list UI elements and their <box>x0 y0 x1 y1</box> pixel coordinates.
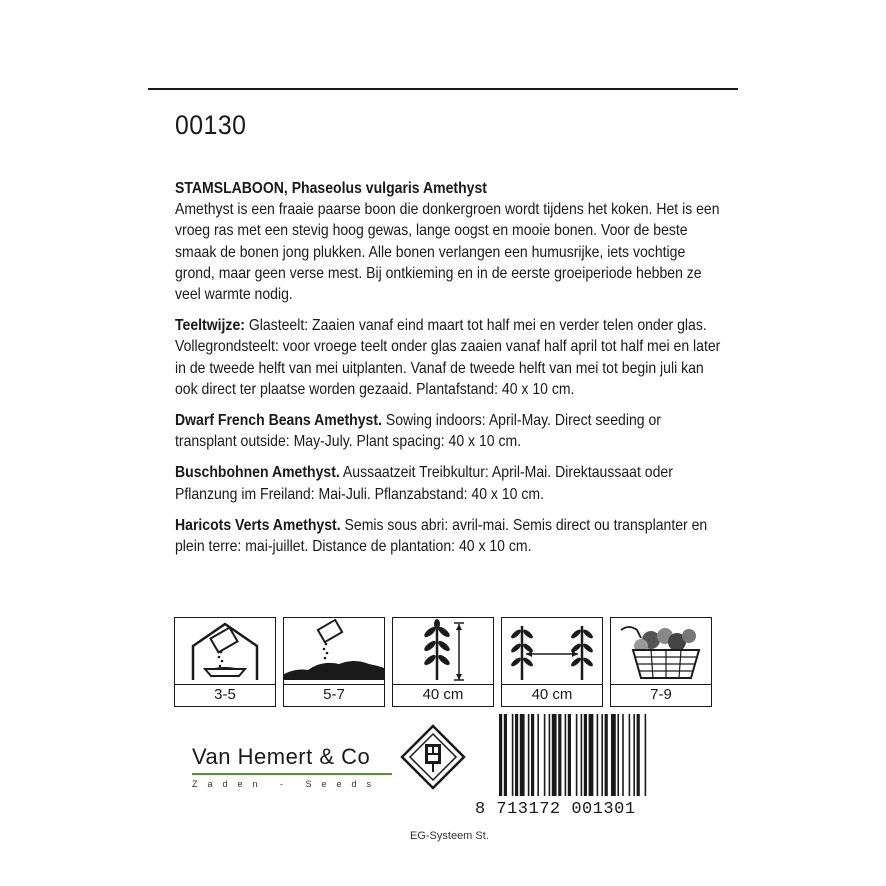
brand-name: Van Hemert & Co <box>192 744 371 769</box>
english-text: Sowing indoors: April-May. Direct seeding or transplant outside: May-July. Plant spacing: 40 x 10 cm. <box>175 412 661 451</box>
description-main <box>175 178 726 305</box>
description-cultivation <box>175 315 726 400</box>
description-french <box>175 515 726 557</box>
icon-label: 40 cm <box>531 686 573 703</box>
french-text: Semis sous abri: avril-mai. Semis direct ou transplanter en plein terre: mai-juillet. Distance de plantation: 40 x 10 cm. <box>175 516 708 556</box>
product-description: Amethyst is een fraaie paarse boon die donkergroen wordt tijdens het koken. Het is een vroeg ras met een stevig hoog gewas, lange oogst en mooie bonen. Voor de beste smaak de bonen jong plukken. Alle bonen verlangen een humusrijke, iets vochtige grond, maar geen verse mest. Bij ontkieming en in de eerste groeiperiode hebben ze veel warmte nodig. <box>175 201 720 304</box>
brand-logo <box>192 744 392 789</box>
cultivation-heading: Teeltwijze: <box>175 317 245 335</box>
article-code: 00130 <box>175 110 247 140</box>
icon-label: 3-5 <box>214 686 236 703</box>
german-heading: Buschbohnen Amethyst. <box>175 464 340 482</box>
cultivation-text: Glasteelt: Zaaien vanaf eind maart tot half mei en verder telen onder glas. Vollegrondsteelt: voor vroege teelt onder glas zaaien vanaf half april tot half mei en later in de tweede helft van mei uitplanten. Vanaf de tweede helft van mei tot begin juli kan ook direct ter plaatse worden gezaaid. Plantafstand: 40 x 10 cm. <box>175 317 721 398</box>
brand-subtitle: Zaden - Seeds <box>192 779 382 789</box>
certification-text: EG-Systeem St. <box>410 830 489 842</box>
description-block <box>175 178 735 567</box>
english-heading: Dwarf French Beans Amethyst. <box>175 412 382 430</box>
indoor-sowing-icon <box>175 618 275 683</box>
icon-label: 40 cm <box>422 686 464 703</box>
french-heading: Haricots Verts Amethyst. <box>175 516 341 534</box>
certification-seal-icon <box>400 724 466 790</box>
german-text: Aussaatzeit Treibkultur: April-Mai. Direktaussaat oder Pflanzung im Freiland: Mai-Juli. Pflanzabstand: 40 x 10 cm. <box>175 464 673 503</box>
icon-box-indoor-sowing <box>174 617 276 707</box>
top-rule <box>148 88 738 90</box>
product-title: STAMSLABOON, Phaseolus vulgaris Amethyst <box>175 180 487 197</box>
icon-box-plant-height <box>392 617 494 707</box>
plant-height-icon <box>393 618 493 683</box>
icon-box-plant-spacing <box>501 617 603 707</box>
barcode-number: 8 713172 001301 <box>475 800 636 819</box>
icon-label: 5-7 <box>323 686 345 703</box>
description-english <box>175 410 726 452</box>
icon-label: 7-9 <box>650 686 672 703</box>
description-german <box>175 462 726 504</box>
harvest-basket-icon <box>611 618 711 683</box>
outdoor-sowing-icon <box>284 618 384 683</box>
plant-spacing-icon <box>502 618 602 683</box>
icon-box-outdoor-sowing <box>283 617 385 707</box>
brand-underline <box>192 773 392 775</box>
cultivation-icons <box>174 617 712 707</box>
icon-box-harvest <box>610 617 712 707</box>
